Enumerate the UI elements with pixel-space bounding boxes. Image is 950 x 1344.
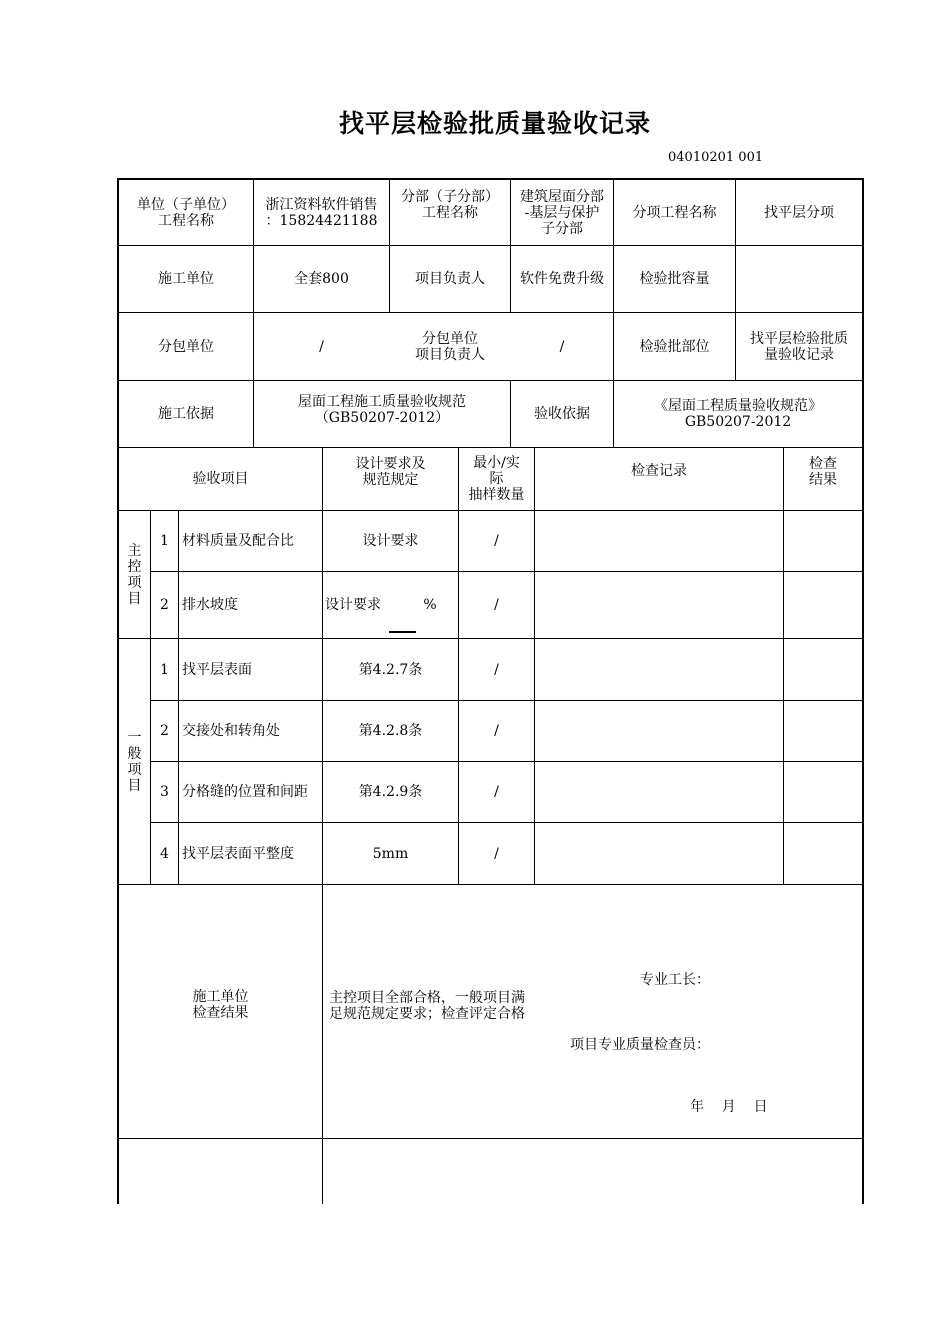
- subcontractor-value: /: [319, 338, 324, 355]
- row-design: 第4.2.7条: [358, 661, 423, 678]
- col-sample: 最小/实 际 抽样数量: [468, 455, 525, 503]
- row-no: 2: [160, 723, 169, 739]
- form-code: 04010201 001: [668, 150, 764, 165]
- contractor-value: 全套800: [294, 271, 349, 287]
- batch-location-value: 找平层检验批质 量验收记录: [750, 330, 848, 363]
- row-name: 分格缝的位置和间距: [182, 784, 308, 800]
- row-name: 交接处和转角处: [182, 723, 280, 739]
- col-record: 检查记录: [631, 463, 687, 479]
- check-result-text: 主控项目全部合格，一般项目满 足规范规定要求；检查评定合格: [329, 990, 525, 1022]
- general-group: 一 般 项 目: [127, 729, 142, 794]
- row-design: 设计要求: [362, 533, 419, 549]
- batch-capacity-value: [736, 246, 862, 312]
- unit-name-label: 单位（子单位） 工程名称: [137, 196, 235, 229]
- unit-name-value: 浙江资料软件销售 ：15824421188: [265, 196, 378, 229]
- construction-basis-value: 屋面工程施工质量验收规范 （GB50207-2012）: [298, 394, 466, 426]
- row-sample: /: [494, 661, 499, 678]
- check-result-label: 施工单位 检查结果: [192, 989, 249, 1021]
- row-no: 1: [160, 661, 169, 678]
- row-name: 材料质量及配合比: [182, 533, 294, 549]
- acceptance-basis-label: 验收依据: [534, 406, 590, 422]
- row-no: 3: [160, 784, 169, 800]
- contractor-label: 施工单位: [158, 271, 214, 287]
- row-sample: /: [494, 723, 499, 739]
- project-manager-value: 软件免费升级: [520, 271, 604, 287]
- batch-capacity-label: 检验批容量: [639, 271, 710, 287]
- subdivision-label: 分部（子分部） 工程名称: [401, 189, 499, 221]
- sub-pm-label: 分包单位 项目负责人: [415, 330, 485, 363]
- subdivision-value: 建筑屋面分部 -基层与保护 子分部: [520, 188, 604, 237]
- row-sample: /: [494, 784, 499, 800]
- quality-inspector-signature: 项目专业质量检查员：: [570, 1037, 710, 1053]
- date-field: 年 月 日: [690, 1099, 768, 1115]
- construction-basis-label: 施工依据: [158, 406, 214, 422]
- row-no: 2: [160, 597, 169, 613]
- row-sample: /: [494, 533, 499, 549]
- sub-pm-value: /: [559, 338, 565, 355]
- acceptance-basis-value: 《屋面工程质量验收规范》 GB50207-2012: [654, 398, 822, 430]
- row-design: 第4.2.9条: [358, 784, 423, 800]
- row-name: 找平层表面平整度: [182, 845, 294, 862]
- row-sample: /: [494, 845, 499, 862]
- col-result: 检查 结果: [809, 456, 837, 488]
- row-sample: /: [494, 597, 499, 613]
- col-item: 验收项目: [192, 471, 249, 487]
- form-title: 找平层检验批质量验收记录: [338, 109, 651, 138]
- col-design: 设计要求及 规范规定: [355, 456, 426, 488]
- foreman-signature: 专业工长：: [640, 972, 710, 988]
- subcontractor-label: 分包单位: [158, 338, 214, 355]
- main-control-group: 主 控 项 目: [127, 542, 142, 607]
- row-design: 设计要求: [325, 597, 381, 613]
- project-manager-label: 项目负责人: [415, 271, 485, 287]
- row-no: 4: [160, 845, 169, 862]
- row-design: 5mm: [372, 845, 409, 862]
- row-name: 找平层表面: [182, 661, 252, 678]
- row-no: 1: [160, 533, 169, 549]
- item-project-value: 找平层分项: [764, 204, 834, 221]
- row-name: 排水坡度: [182, 597, 238, 613]
- row-design-unit: %: [423, 597, 437, 613]
- item-project-label: 分项工程名称: [632, 204, 717, 221]
- batch-location-label: 检验批部位: [639, 338, 710, 355]
- row-design: 第4.2.8条: [358, 723, 423, 739]
